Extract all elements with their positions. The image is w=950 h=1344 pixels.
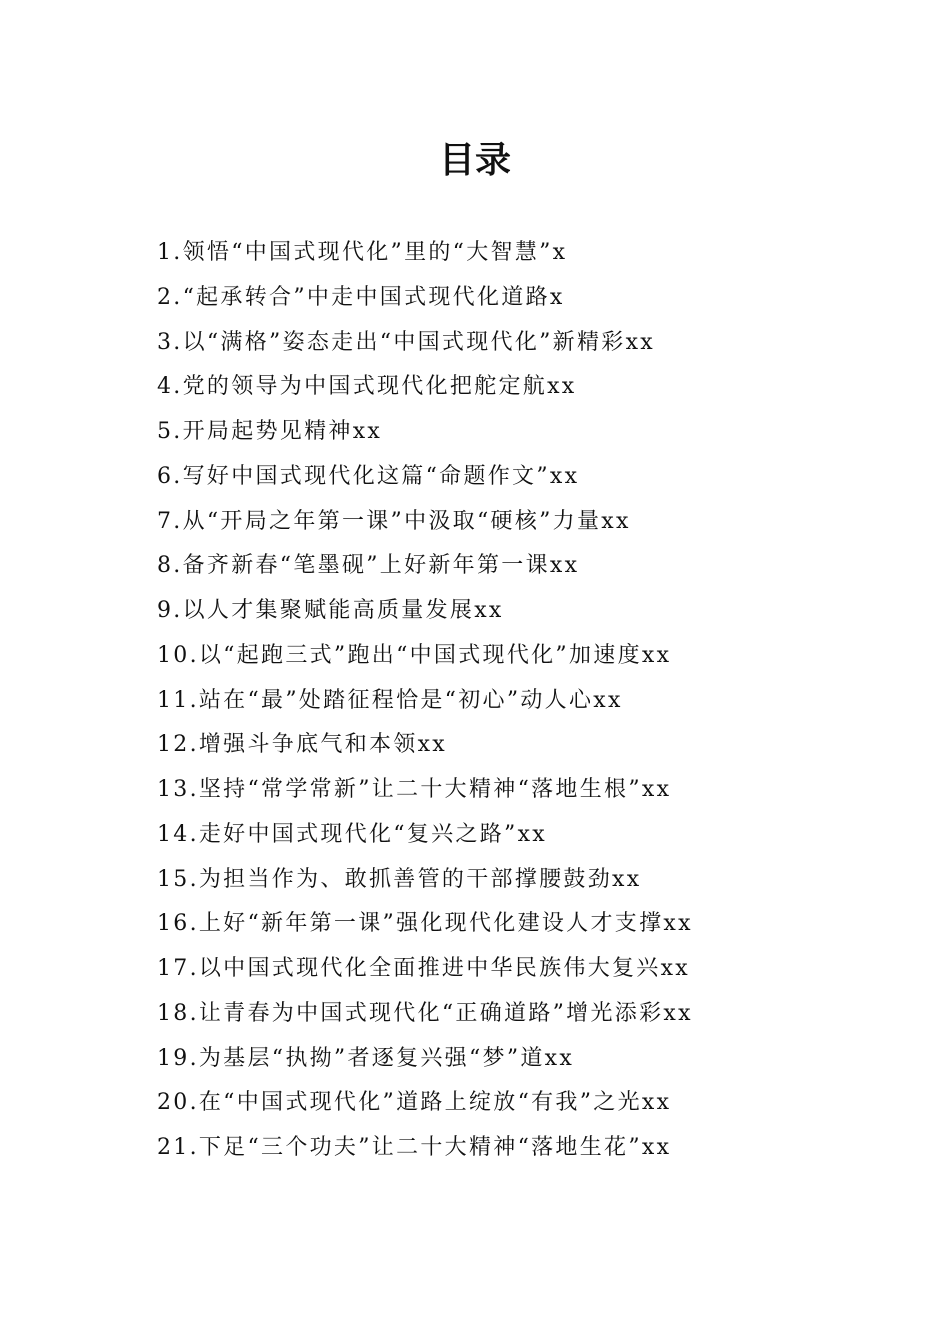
- toc-item: 14.走好中国式现代化“复兴之路”xx: [157, 821, 547, 847]
- toc-item: 7.从“开局之年第一课”中汲取“硬核”力量xx: [157, 508, 631, 534]
- toc-item: 11.站在“最”处踏征程恰是“初心”动人心xx: [157, 687, 623, 713]
- toc-item: 2.“起承转合”中走中国式现代化道路x: [157, 284, 565, 310]
- toc-item: 1.领悟“中国式现代化”里的“大智慧”x: [157, 240, 568, 265]
- page-title: 目录: [438, 139, 511, 181]
- toc-item: 8.备齐新春“笔墨砚”上好新年第一课xx: [157, 553, 580, 579]
- toc-item: 3.以“满格”姿态走出“中国式现代化”新精彩xx: [157, 329, 655, 355]
- toc-item: 20.在“中国式现代化”道路上绽放“有我”之光xx: [157, 1090, 672, 1116]
- toc-item: 10.以“起跑三式”跑出“中国式现代化”加速度xx: [157, 642, 672, 668]
- toc-item: 12.增强斗争底气和本领xx: [157, 732, 448, 758]
- toc-item: 21.下足“三个功夫”让二十大精神“落地生花”xx: [157, 1135, 672, 1160]
- toc-item: 9.以人才集聚赋能高质量发展xx: [157, 598, 504, 623]
- toc-item: 4.党的领导为中国式现代化把舵定航xx: [157, 374, 577, 400]
- toc-item: 16.上好“新年第一课”强化现代化建设人才支撑xx: [157, 911, 693, 937]
- toc-item: 6.写好中国式现代化这篇“命题作文”xx: [157, 463, 580, 489]
- toc-item: 17.以中国式现代化全面推进中华民族伟大复兴xx: [157, 956, 691, 981]
- toc-item: 19.为基层“执拗”者逐复兴强“梦”道xx: [157, 1045, 575, 1071]
- toc-item: 15.为担当作为、敢抓善管的干部撑腰鼓劲xx: [157, 866, 642, 892]
- toc-item: 18.让青春为中国式现代化“正确道路”增光添彩xx: [157, 1000, 693, 1026]
- toc-item: 13.坚持“常学常新”让二十大精神“落地生根”xx: [157, 777, 672, 802]
- table-of-contents: [157, 231, 857, 1171]
- toc-item: 5.开局起势见精神xx: [157, 419, 383, 444]
